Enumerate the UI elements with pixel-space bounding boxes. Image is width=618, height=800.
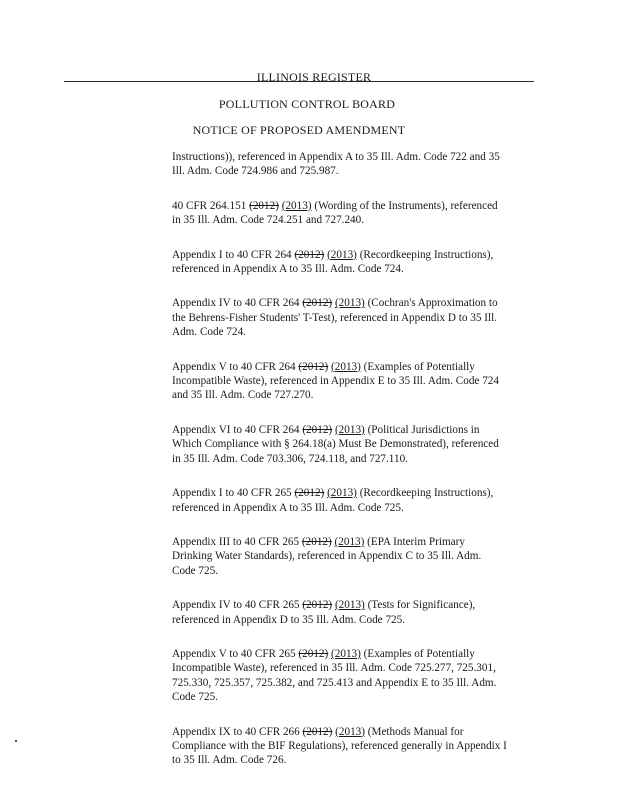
reference-paragraph xyxy=(172,647,552,705)
line-text: Adm. Code 724. xyxy=(172,326,246,339)
paragraph-line xyxy=(172,437,552,451)
paragraph-line xyxy=(172,248,552,262)
line-text: Appendix IV to 40 CFR 265 xyxy=(172,599,303,612)
line-text: Incompatible Waste), referenced in 35 Ill. Adm. Code 725.277, 725.301, xyxy=(172,662,496,675)
reference-paragraph xyxy=(172,598,552,627)
deleted-year: (2012) xyxy=(302,599,333,612)
inserted-year: (2013) xyxy=(327,248,357,261)
deleted-year: (2012) xyxy=(298,360,329,373)
line-text: Appendix IV to 40 CFR 264 xyxy=(172,297,303,310)
line-text: Appendix VI to 40 CFR 264 xyxy=(172,423,303,436)
deleted-year: (2012) xyxy=(302,297,333,310)
inserted-year: (2013) xyxy=(331,360,361,373)
paragraph-line xyxy=(172,262,552,276)
line-text: the Behrens-Fisher Students' T-Test), referenced in Appendix D to 35 Ill. xyxy=(172,311,497,324)
line-text: Appendix V to 40 CFR 265 xyxy=(172,647,299,660)
paragraph-line xyxy=(172,296,552,310)
line-text: Appendix I to 40 CFR 264 xyxy=(172,248,295,261)
paragraph-line xyxy=(172,325,552,339)
line-text: 725.330, 725.357, 725.382, and 725.413 and Appendix E to 35 Ill. Adm. xyxy=(172,676,497,689)
inserted-year: (2013) xyxy=(327,487,357,500)
paragraph-line xyxy=(172,486,552,500)
line-text: Code 725. xyxy=(172,691,218,704)
line-text: in 35 Ill. Adm. Code 703.306, 724.118, and 727.110. xyxy=(172,452,408,465)
scan-speck xyxy=(15,740,17,742)
register-heading: ILLINOIS REGISTER xyxy=(256,70,372,84)
line-text: referenced in Appendix D to 35 Ill. Adm. Code 725. xyxy=(172,613,406,626)
line-text: referenced in Appendix A to 35 Ill. Adm. Code 724. xyxy=(172,263,404,276)
reference-paragraph xyxy=(172,725,552,768)
paragraph-line xyxy=(172,535,552,549)
line-text: referenced in Appendix A to 35 Ill. Adm. Code 725. xyxy=(172,501,404,514)
reference-paragraph xyxy=(172,199,552,228)
deleted-year: (2012) xyxy=(294,487,325,500)
paragraph-line xyxy=(172,388,552,402)
line-text: (Cochran's Approximation to xyxy=(364,297,498,310)
deleted-year: (2012) xyxy=(294,248,325,261)
line-text: Compliance with the BIF Regulations), referenced generally in Appendix I xyxy=(172,739,507,752)
line-text: Appendix I to 40 CFR 265 xyxy=(172,487,295,500)
reference-paragraph xyxy=(172,150,552,179)
reference-paragraph xyxy=(172,535,552,578)
paragraph-line xyxy=(172,164,552,178)
inserted-year: (2013) xyxy=(335,725,365,738)
line-text: Appendix III to 40 CFR 265 xyxy=(172,535,302,548)
reference-paragraph xyxy=(172,423,552,466)
paragraph-line xyxy=(172,360,552,374)
line-text: (Recordkeeping Instructions), xyxy=(356,487,494,500)
paragraph-line xyxy=(172,549,552,563)
line-text: Which Compliance with § 264.18(a) Must Be Demonstrated), referenced xyxy=(172,438,499,451)
line-text: (Wording of the Instruments), referenced xyxy=(311,199,498,212)
line-text: (Examples of Potentially xyxy=(360,360,475,373)
deleted-year: (2012) xyxy=(302,423,333,436)
line-text: (Methods Manual for xyxy=(364,725,464,738)
paragraph-line xyxy=(172,647,552,661)
line-text: (Tests for Significance), xyxy=(364,599,476,612)
notice-heading: NOTICE OF PROPOSED AMENDMENT xyxy=(192,123,406,137)
line-text: Instructions)), referenced in Appendix A to 35 Ill. Adm. Code 722 and 35 xyxy=(172,151,500,163)
deleted-year: (2012) xyxy=(302,725,333,738)
inserted-year: (2013) xyxy=(281,199,312,212)
document-body xyxy=(172,150,552,788)
line-text: Appendix V to 40 CFR 264 xyxy=(172,360,299,373)
paragraph-line xyxy=(172,613,552,627)
line-text: Code 725. xyxy=(172,564,218,577)
line-text: Drinking Water Standards), referenced in Appendix C to 35 Ill. Adm. xyxy=(172,550,482,563)
paragraph-line xyxy=(172,564,552,578)
line-text: (Recordkeeping Instructions), xyxy=(356,248,494,261)
paragraph-line xyxy=(172,661,552,675)
paragraph-line xyxy=(172,374,552,388)
paragraph-line xyxy=(172,598,552,612)
inserted-year: (2013) xyxy=(334,599,365,612)
board-heading: POLLUTION CONTROL BOARD xyxy=(218,97,396,111)
paragraph-line xyxy=(172,213,552,227)
reference-paragraph xyxy=(172,296,552,339)
line-text: (Political Jurisdictions in xyxy=(364,423,480,436)
line-text: (EPA Interim Primary xyxy=(364,535,465,548)
line-text: Incompatible Waste), referenced in Appendix E to 35 Ill. Adm. Code 724 xyxy=(172,375,499,388)
inserted-year: (2013) xyxy=(334,535,365,548)
paragraph-line xyxy=(172,150,552,164)
line-text: Appendix IX to 40 CFR 266 xyxy=(172,725,303,738)
line-text: 40 CFR 264.151 xyxy=(172,199,250,212)
deleted-year: (2012) xyxy=(249,199,279,212)
inserted-year: (2013) xyxy=(331,647,361,660)
reference-paragraph xyxy=(172,248,552,277)
line-text: in 35 Ill. Adm. Code 724.251 and 727.240. xyxy=(172,214,365,227)
line-text: and 35 Ill. Adm. Code 727.270. xyxy=(172,389,314,402)
paragraph-line xyxy=(172,311,552,325)
paragraph-line xyxy=(172,739,552,753)
paragraph-line xyxy=(172,423,552,437)
paragraph-line xyxy=(172,501,552,515)
deleted-year: (2012) xyxy=(298,647,329,660)
paragraph-line xyxy=(172,676,552,690)
paragraph-line xyxy=(172,199,552,213)
inserted-year: (2013) xyxy=(334,297,365,310)
paragraph-line xyxy=(172,690,552,704)
paragraph-line xyxy=(172,452,552,466)
line-text: (Examples of Potentially xyxy=(360,647,475,660)
line-text: Ill. Adm. Code 724.986 and 725.987. xyxy=(172,165,339,178)
paragraph-line xyxy=(172,753,552,767)
line-text: to 35 Ill. Adm. Code 726. xyxy=(172,754,287,767)
deleted-year: (2012) xyxy=(301,535,332,548)
reference-paragraph xyxy=(172,360,552,403)
inserted-year: (2013) xyxy=(334,423,365,436)
reference-paragraph xyxy=(172,486,552,515)
paragraph-line xyxy=(172,725,552,739)
